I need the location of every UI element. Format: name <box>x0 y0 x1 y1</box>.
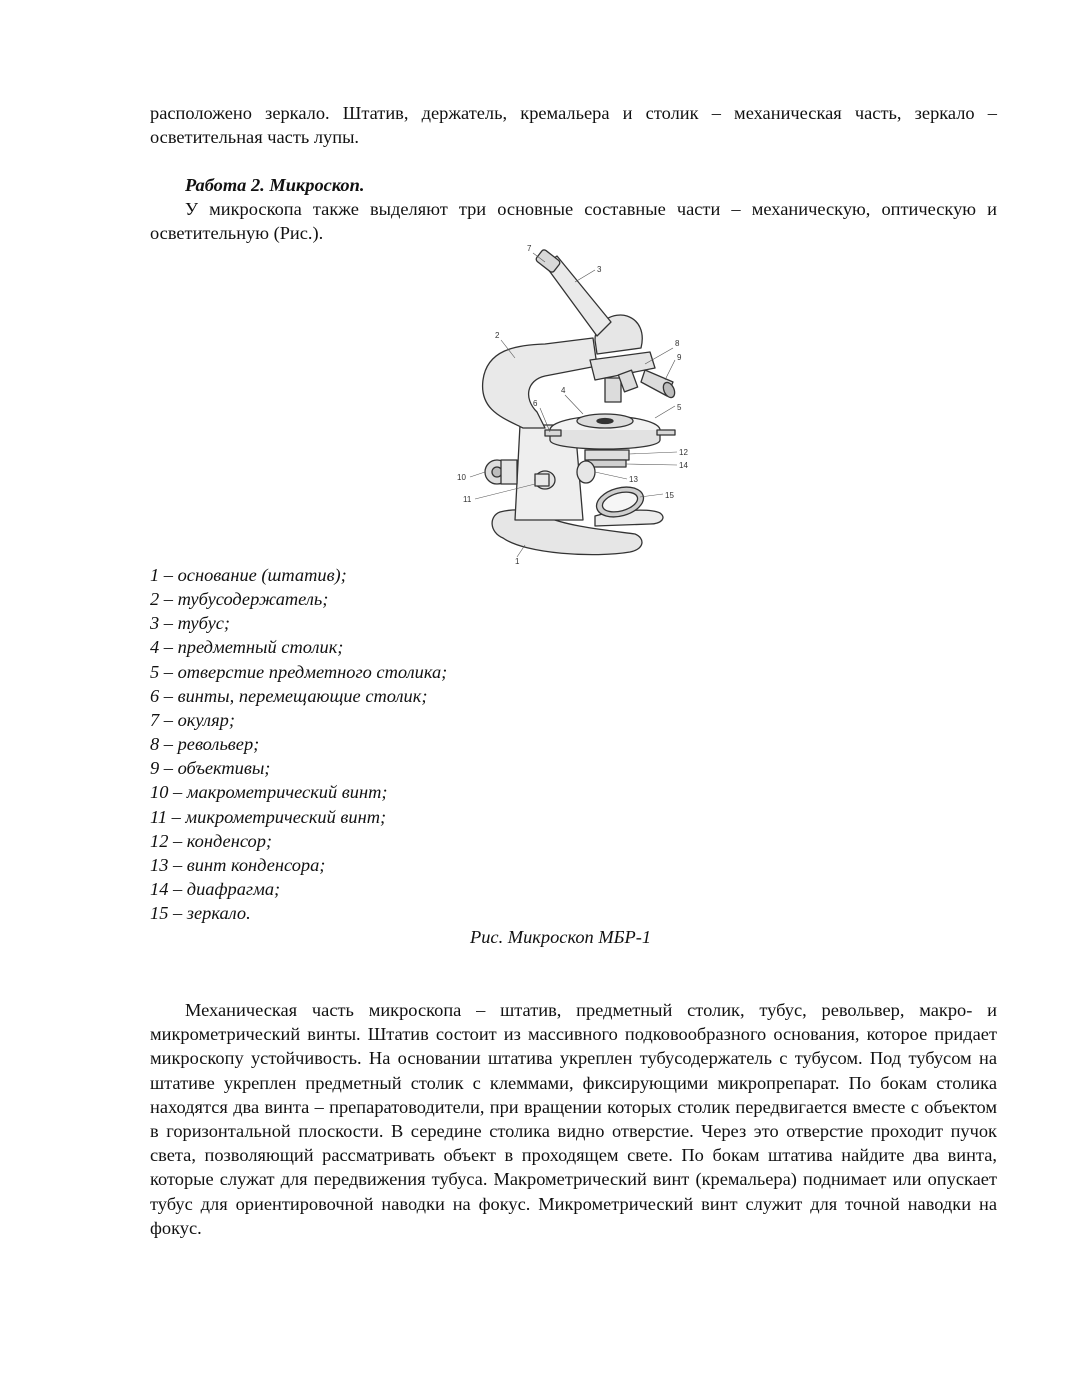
callout-5: 5 <box>677 403 682 412</box>
callout-2: 2 <box>495 331 500 340</box>
legend-item: 5 – отверстие предметного столика; <box>150 661 448 682</box>
paragraph-main: Механическая часть микроскопа – штатив, предметный столик, тубус, револьвер, макро- и микрометрический винты. Штатив состоит из массивного подковообразного основания, которое придает микроскопу устойчивость. На основании штатива укреплен тубусодержатель с тубусом. Под тубусом на штативе укреплен предметный столик с клеммами, фиксирующими микропрепарат. По бокам столика находятся два винта – препаратоводители, при вращении которых столик передвигается вместе с объектом в горизонтальной плоскости. В середине столика видно отверстие. Через это отверстие проходит пучок света, позволяющий рассматривать объект в проходящем свете. По бокам штатива найдите два винта, которые служат для передвижения тубуса. Макрометрический винт (кремальера) поднимает или опускает тубус для ориентировочной наводки на фокус. Микрометрический винт служит для точной наводки на фокус. <box>150 1000 997 1238</box>
legend-item: 12 – конденсор; <box>150 830 273 851</box>
callout-9: 9 <box>677 353 682 362</box>
legend-item: 4 – предметный столик; <box>150 637 344 658</box>
paragraph-top: расположено зеркало. Штатив, держатель, кремальера и столик – механическая часть, зеркало – осветительная часть лупы. <box>150 103 997 148</box>
callout-14: 14 <box>679 461 688 470</box>
callout-6: 6 <box>533 399 538 408</box>
legend-item: 8 – револьвер; <box>150 734 260 755</box>
legend-item: 3 – тубус; <box>150 613 231 634</box>
figure-legend <box>150 563 447 925</box>
legend-item: 14 – диафрагма; <box>150 879 281 900</box>
legend-item: 1 – основание (штатив); <box>150 565 347 585</box>
paragraph-intro: У микроскопа также выделяют три основные составные части – механическую, оптическую и осветительную (Рис.). <box>150 199 997 244</box>
callout-1: 1 <box>515 557 520 566</box>
legend-item: 6 – винты, перемещающие столик; <box>150 685 428 706</box>
legend-item: 10 – макрометрический винт; <box>150 782 388 803</box>
callout-11: 11 <box>463 495 472 504</box>
callout-7: 7 <box>527 244 532 253</box>
callout-15: 15 <box>665 491 674 500</box>
callout-12: 12 <box>679 448 688 457</box>
legend-item: 11 – микрометрический винт; <box>150 806 387 827</box>
section-heading: Работа 2. Микроскоп. <box>185 175 365 195</box>
callout-3: 3 <box>597 265 602 274</box>
microscope-figure <box>445 240 700 570</box>
callout-8: 8 <box>675 339 680 348</box>
legend-item: 15 – зеркало. <box>150 903 251 924</box>
legend-item: 2 – тубусодержатель; <box>150 589 329 610</box>
microscope-illustration <box>445 240 700 570</box>
callout-10: 10 <box>457 473 466 482</box>
callout-4: 4 <box>561 386 566 395</box>
legend-item: 9 – объективы; <box>150 758 271 779</box>
figure-caption: Рис. Микроскоп МБР-1 <box>470 927 652 947</box>
legend-item: 13 – винт конденсора; <box>150 854 326 875</box>
legend-item: 7 – окуляр; <box>150 709 235 730</box>
callout-13: 13 <box>629 475 638 484</box>
